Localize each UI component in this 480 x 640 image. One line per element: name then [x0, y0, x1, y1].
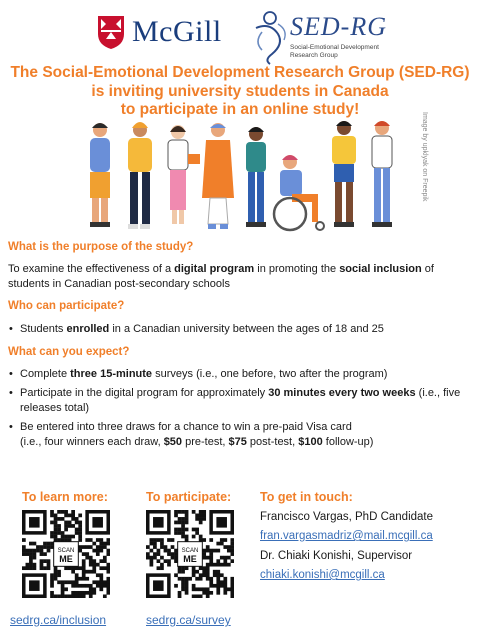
- sedrg-figure-icon: [248, 8, 292, 66]
- learn-more-link[interactable]: sedrg.ca/inclusion: [10, 613, 107, 627]
- image-credit-text: Image by upklyak on Freepik: [421, 112, 428, 202]
- expect-bold: $100: [298, 436, 323, 448]
- participate-link[interactable]: sedrg.ca/survey: [146, 613, 231, 627]
- expect-list: [8, 367, 476, 454]
- me-label: ME: [59, 554, 73, 564]
- purpose-text-part: To examine the effectiveness of a: [8, 263, 175, 275]
- contact2-email-link[interactable]: chiaki.konishi@mcgill.ca: [260, 569, 385, 581]
- headline: [0, 64, 480, 120]
- sedrg-subtitle-line1: Social-Emotional Development: [290, 44, 379, 51]
- image-credit: [414, 112, 428, 240]
- expect-text-part: (i.e., five releases total): [20, 387, 461, 414]
- who-text-part: in a Canadian university between the ages of 18 and 25: [109, 323, 384, 335]
- participate-heading: To participate:: [146, 490, 232, 504]
- student-figure: [332, 121, 356, 227]
- headline-line2: is inviting university students in Canada: [91, 82, 389, 100]
- expect-text-part: post-test,: [246, 436, 299, 448]
- scan-label: SCAN: [57, 548, 75, 554]
- contact-heading: To get in touch:: [260, 490, 353, 504]
- purpose-text: [8, 262, 476, 292]
- qr-code-participate[interactable]: [146, 510, 234, 598]
- mcgill-wordmark: McGill: [132, 15, 222, 48]
- student-wheelchair-figure: [274, 155, 324, 230]
- student-figure: [90, 123, 110, 227]
- list-item: [8, 386, 476, 416]
- purpose-bold-digital-program: digital program: [174, 263, 255, 275]
- learn-more-heading: To learn more:: [22, 490, 108, 504]
- student-figure: [372, 121, 392, 227]
- logo-bar: [0, 8, 480, 62]
- expect-heading: What can you expect?: [8, 346, 130, 358]
- expect-bold: 30 minutes every two weeks: [268, 387, 416, 399]
- student-figure: [246, 127, 266, 227]
- expect-text-part: Be entered into three draws for a chance to win a pre-paid Visa card: [20, 421, 352, 433]
- expect-bold: $75: [228, 436, 247, 448]
- mcgill-shield-icon: [96, 14, 126, 50]
- who-bold-enrolled: enrolled: [66, 323, 110, 335]
- purpose-bold-social-inclusion: social inclusion: [339, 263, 422, 275]
- who-heading: Who can participate?: [8, 300, 125, 312]
- who-list: [8, 322, 476, 341]
- sedrg-subtitle-line2: Research Group: [290, 52, 338, 59]
- expect-bold: $50: [163, 436, 183, 448]
- expect-text-part: (i.e., four winners each draw,: [20, 436, 164, 448]
- expect-text-part: Complete: [20, 368, 71, 380]
- student-figure: [128, 122, 152, 229]
- mcgill-logo: [96, 14, 222, 50]
- purpose-text-part: of students in Canadian post-secondary schools: [8, 263, 434, 290]
- contact1-name: Francisco Vargas, PhD Candidate: [260, 511, 434, 523]
- student-figure: [168, 125, 200, 224]
- headline-line3: to participate in an online study!: [120, 101, 360, 118]
- headline-line1: The Social-Emotional Development Research Group (SED-RG): [10, 64, 470, 81]
- expect-text-part: pre-test,: [182, 436, 229, 448]
- sedrg-subtitle: [290, 44, 379, 60]
- expect-text-part: Participate in the digital program for approximately: [20, 387, 269, 399]
- scan-label: SCAN: [181, 548, 199, 554]
- contact2-name: Dr. Chiaki Konishi, Supervisor: [260, 550, 413, 562]
- expect-text-part: follow-up): [322, 436, 374, 448]
- purpose-text-part: in promoting the: [254, 263, 340, 275]
- students-illustration: [78, 118, 408, 238]
- expect-text-part: surveys (i.e., one before, two after the program): [152, 368, 388, 380]
- sedrg-wordmark: SED-RG: [290, 12, 387, 41]
- purpose-heading: What is the purpose of the study?: [8, 241, 194, 253]
- list-item: [8, 322, 476, 337]
- contact1-email-link[interactable]: fran.vargasmadriz@mail.mcgill.ca: [260, 530, 433, 542]
- expect-bold: three 15-minute: [70, 368, 153, 380]
- sedrg-logo: [248, 8, 398, 66]
- list-item: [8, 420, 476, 450]
- list-item: [8, 367, 476, 382]
- who-text-part: Students: [20, 323, 67, 335]
- student-figure: [202, 123, 234, 229]
- me-label: ME: [183, 554, 197, 564]
- qr-code-learn-more[interactable]: [22, 510, 110, 598]
